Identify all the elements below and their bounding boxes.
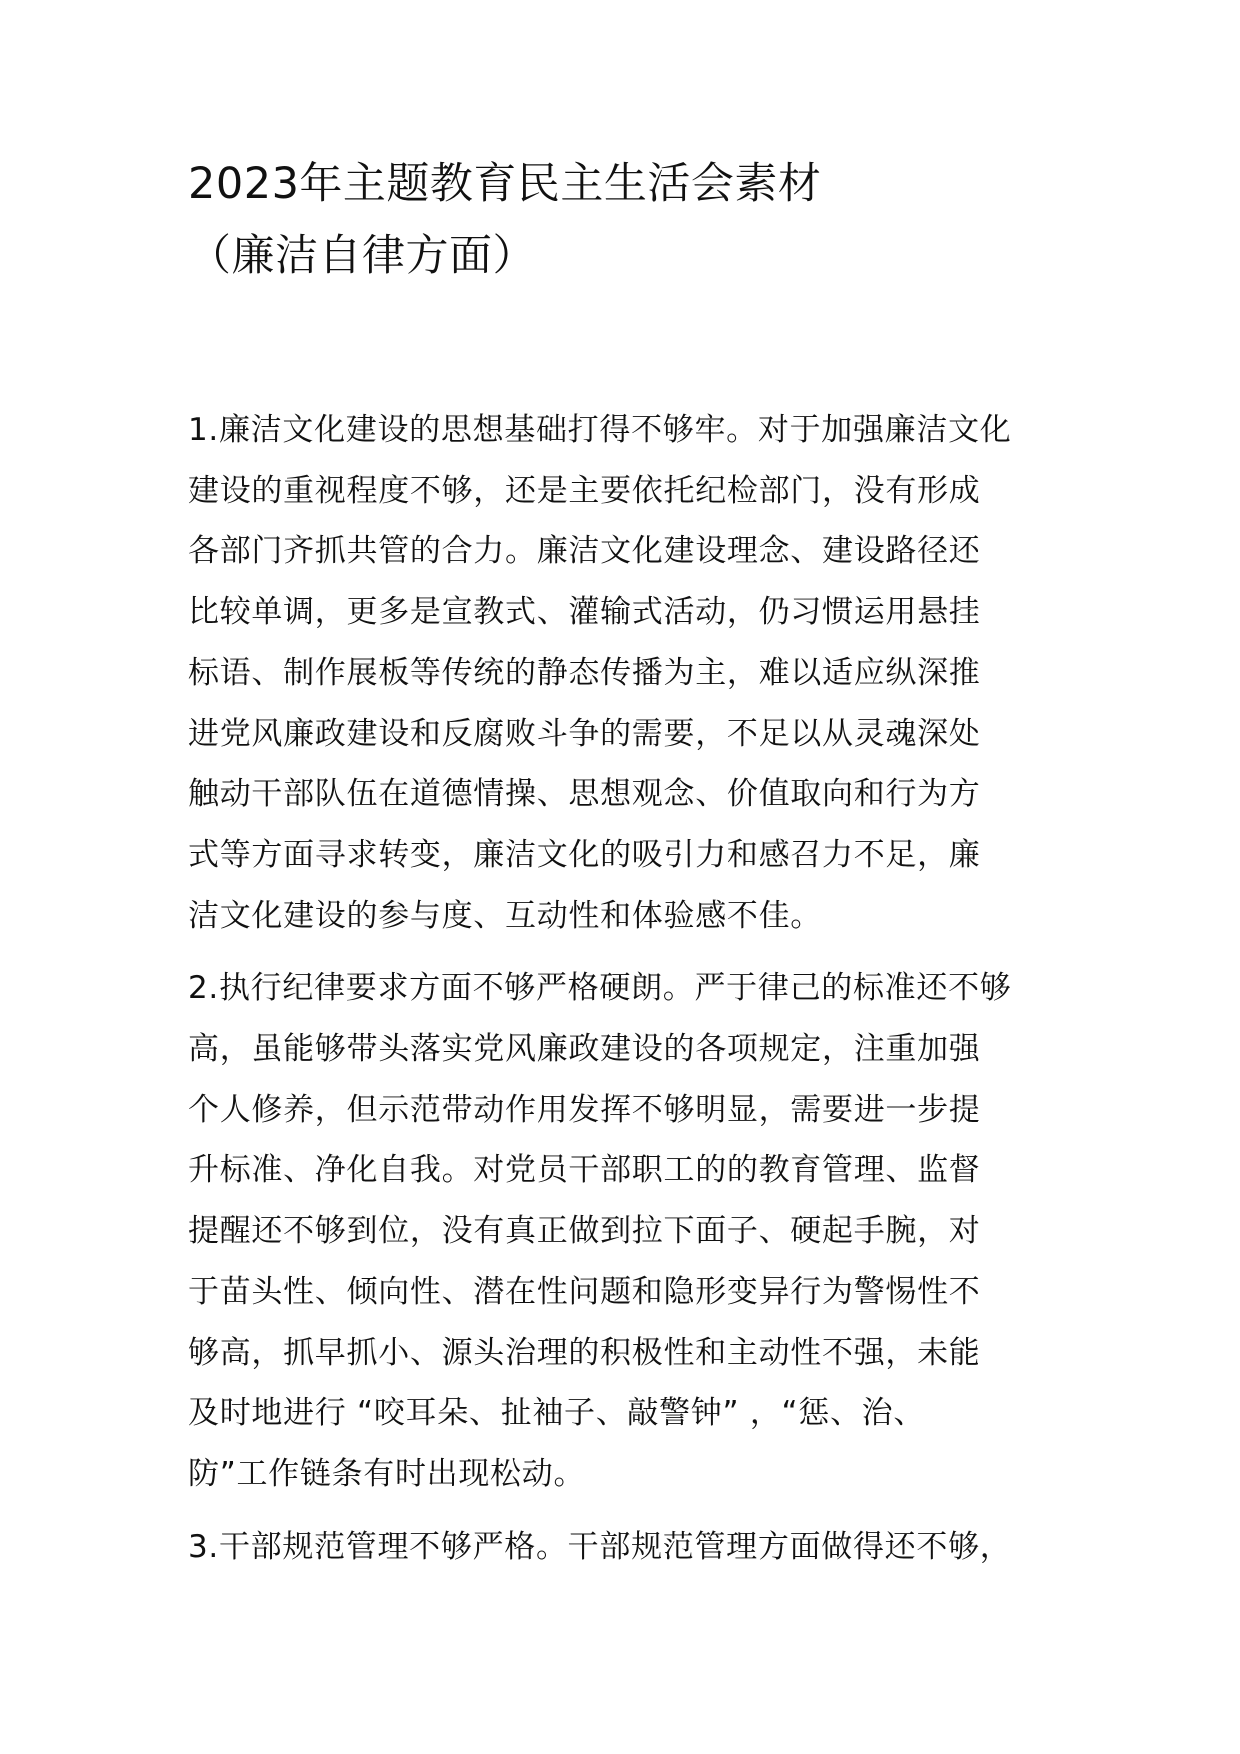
- text-line: 提醒还不够到位，没有真正做到拉下面子、硬起手腕，对: [188, 1213, 981, 1250]
- text-line: 1.廉洁文化建设的思想基础打得不够牢。对于加强廉洁文化: [188, 412, 1012, 448]
- text-line: 建设的重视程度不够，还是主要依托纪检部门，没有形成: [188, 472, 981, 509]
- document-title: [188, 148, 1068, 292]
- title-line: （廉洁自律方面）: [188, 231, 536, 281]
- title-line: 2023年主题教育民主生活会素材: [188, 159, 822, 209]
- text-line: 升标准、净化自我。对党员干部职工的的教育管理、监督: [188, 1152, 981, 1189]
- text-line: 进党风廉政建设和反腐败斗争的需要，不足以从灵魂深处: [188, 715, 981, 752]
- text-line: 够高，抓早抓小、源头治理的积极性和主动性不强，未能: [188, 1334, 981, 1371]
- text-line: 式等方面寻求转变，廉洁文化的吸引力和感召力不足，廉: [188, 836, 981, 873]
- text-line: 各部门齐抓共管的合力。廉洁文化建设理念、建设路径还: [188, 533, 981, 570]
- text-line: 2.执行纪律要求方面不够严格硬朗。严于律己的标准还不够: [188, 970, 1012, 1007]
- text-line: 高，虽能够带头落实党风廉政建设的各项规定，注重加强: [188, 1031, 981, 1068]
- text-line: 标语、制作展板等传统的静态传播为主，难以适应纵深推: [188, 654, 981, 691]
- text-line: 个人修养，但示范带动作用发挥不够明显，需要进一步提: [188, 1091, 981, 1128]
- text-line: 及时地进行 “咬耳朵、扯袖子、敲警钟” ，“惩、治、: [188, 1395, 926, 1432]
- text-line: 比较单调，更多是宣教式、灌输式活动，仍习惯运用悬挂: [188, 594, 981, 631]
- text-line: 触动干部队伍在道德情操、思想观念、价值取向和行为方: [188, 776, 981, 813]
- text-line: 于苗头性、倾向性、潜在性问题和隐形变异行为警惕性不: [188, 1273, 981, 1310]
- paragraph-3: [188, 1517, 1056, 1578]
- paragraph-2: [188, 958, 1056, 1504]
- document-body: [188, 400, 1056, 1589]
- paragraph-1: [188, 400, 1056, 946]
- text-line: 3.干部规范管理不够严格。干部规范管理方面做得还不够，: [188, 1528, 1012, 1565]
- text-line: 洁文化建设的参与度、互动性和体验感不佳。: [188, 897, 822, 934]
- text-line: 防”工作链条有时出现松动。: [188, 1455, 586, 1492]
